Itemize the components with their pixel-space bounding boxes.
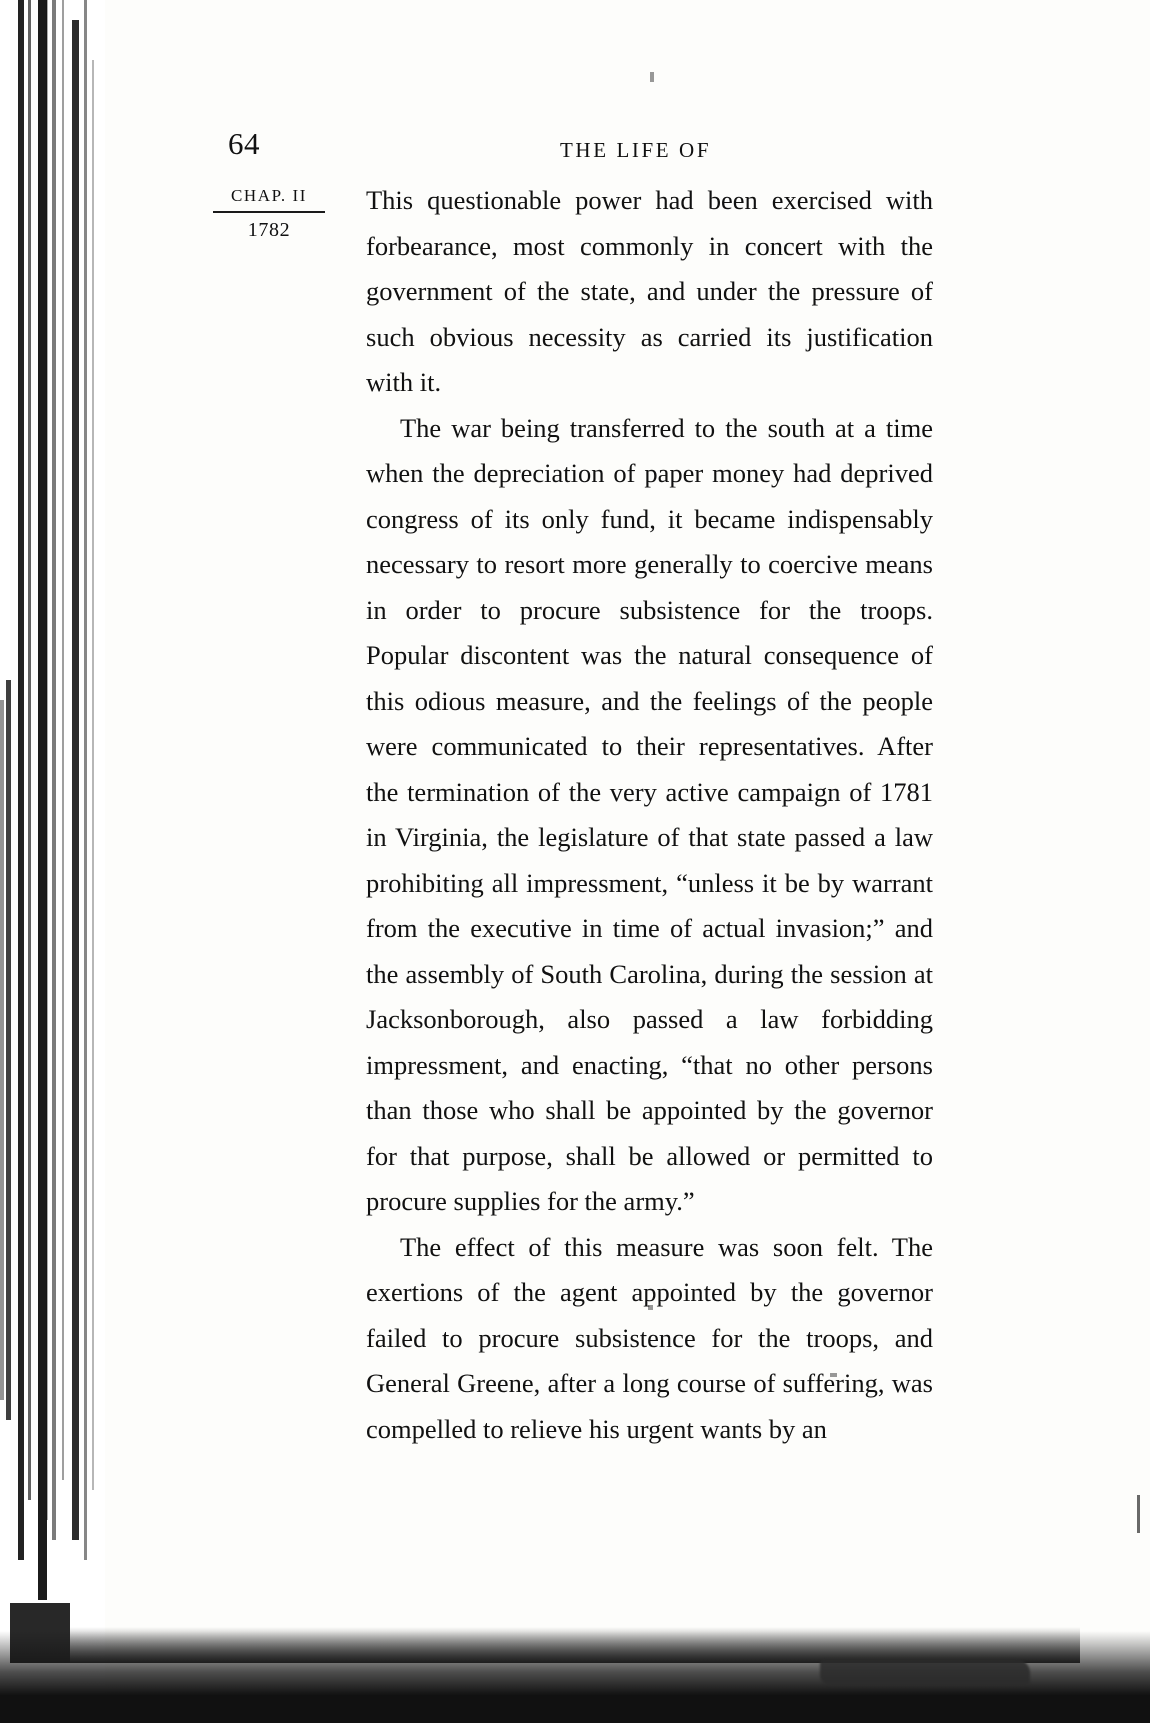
scan-bottom-shadow-secondary (70, 1627, 1080, 1663)
scan-right-edge-mark (1137, 1495, 1140, 1533)
page-number: 64 (228, 126, 260, 161)
scan-speck (650, 72, 654, 82)
margin-note (210, 186, 328, 242)
margin-note-year: 1782 (247, 219, 291, 241)
body-paragraph: This questionable power had been exercised with forbearance, most commonly in concert with the government of the state, and under the pressure of such obvious necessity as carried its justification with it. (366, 185, 933, 397)
body-paragraph: The war being transferred to the south at a time when the depreciation of paper money had deprived congress of its only fund, it became indispensably necessary to resort more generally to coercive means in order to procure subsistence for the troops. Popular discontent was the natural consequence of this odious measure, and the feelings of the people were communicated to their representatives. After the termination of the very active campaign of 1781 in Virginia, the legislature of that state passed a law prohibiting all impressment, “unless it be by warrant from the executive in time of actual invasion;” and the assembly of South Carolina, during the session at Jacksonborough, also passed a law forbidding impressment, and enacting, “that no other persons than those who shall be appointed by the governor for that purpose, shall be allowed or permitted to procure supplies for the army.” (366, 412, 933, 1216)
margin-note-divider (213, 211, 325, 213)
running-head: THE LIFE OF (560, 138, 712, 162)
body-text-column (366, 178, 933, 1452)
margin-note-chapter: CHAP. II (230, 186, 308, 205)
scan-gutter-artifact (0, 0, 105, 1723)
scan-bottom-blot (820, 1659, 1030, 1685)
body-paragraph: The effect of this measure was soon felt. The exertions of the agent appointed by the governor failed to procure subsistence for the troops, and General Greene, after a long course of suffering, was compelled to relieve his urgent wants by an (366, 1231, 933, 1444)
